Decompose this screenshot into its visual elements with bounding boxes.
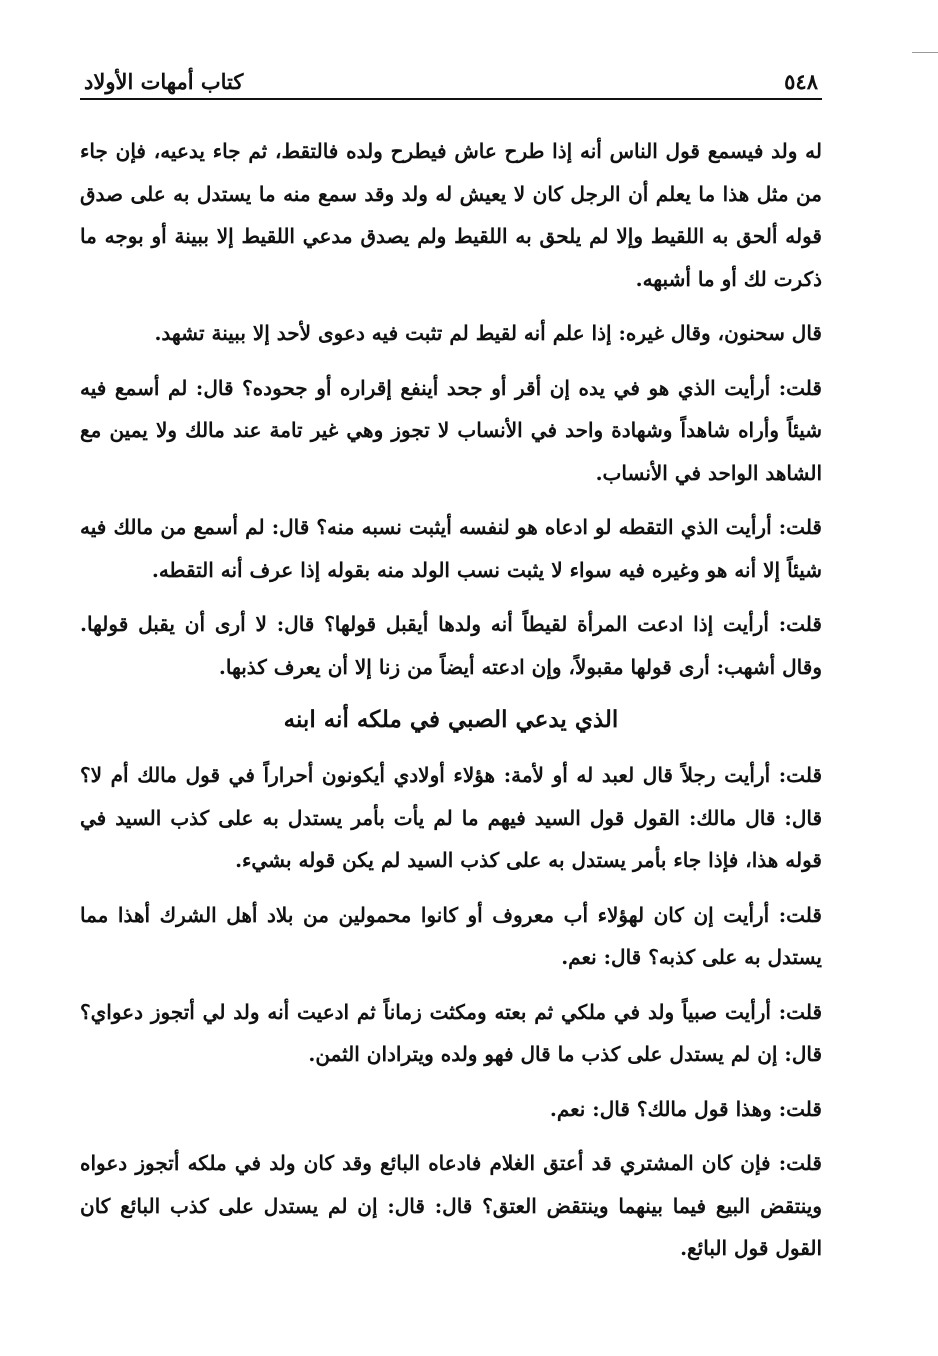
- paragraph: له ولد فيسمع قول الناس أنه إذا طرح عاش فيطرح ولده فالتقط، ثم جاء يدعيه، فإن جاء من مثل هذا ما يعلم أن الرجل كان لا يعيش له ولد وقد سمع منه ما يستدل به على صدق قوله ألحق به اللقيط وإلا لم يلحق به اللقيط ولم يصدق مدعي اللقيط إلا ببينة أو بوجه ما ذكرت لك أو ما أشبهه.: [80, 139, 822, 291]
- paragraph: قلت: أرأيت الذي هو في يده إن أقر أو جحد أينفع إقراره أو جحوده؟ قال: لم أسمع فيه شيئاً وأراه شاهداً وشهادة واحد في الأنساب لا تجوز وهي غير تامة عند مالك ولا يمين مع الشاهد الواحد في الأنساب.: [80, 375, 822, 485]
- paragraph: قلت: وهذا قول مالك؟ قال: نعم.: [549, 1096, 822, 1121]
- paragraph: قلت: أرأيت إن كان لهؤلاء أب معروف أو كانوا محمولين من بلاد أهل الشرك أهذا مما يستدل به على كذبه؟ قال: نعم.: [80, 902, 822, 969]
- paragraph: قال سحنون، وقال غيره: إذا علم أنه لقيط لم تثبت فيه دعوى لأحد إلا ببينة تشهد.: [154, 321, 822, 345]
- page-number: ٥٤٨: [784, 69, 818, 94]
- book-title: كتاب أمهات الأولاد: [84, 69, 244, 94]
- page-corner-mark: [912, 52, 938, 53]
- paragraph: قلت: أرأيت إذا ادعت المرأة لقيطاً أنه ولدها أيقبل قولها؟ قال: لا أرى أن يقبل قولها. وقال أشهب: أرى قولها مقبولاً، وإن ادعته أيضاً من زنا إلا أن يعرف كذبها.: [80, 612, 822, 679]
- paragraph: قلت: فإن كان المشتري قد أعتق الغلام فادعاه البائع وقد كان ولد في ملكه أتجوز دعواه وينتقض البيع فيما بينهما وينتقض العتق؟ قال: قال: إن لم يستدل على كذب البائع كان القول قول البائع.: [80, 1151, 822, 1260]
- book-page: [80, 60, 822, 1340]
- section-title: الذي يدعي الصبي في ملكه أنه ابنه: [283, 706, 619, 733]
- page-body: [80, 100, 822, 1270]
- paragraph: قلت: أرأيت رجلاً قال لعبد له أو لأمة: هؤلاء أولادي أيكونون أحراراً في قول مالك أم لا؟ قال: قال مالك: القول قول السيد فيهم ما لم يأت بأمر يستدل به على كذب السيد في قوله هذا، فإذا جاء بأمر يستدل به على كذب السيد لم يكن قوله بشيء.: [80, 763, 822, 872]
- paragraph: قلت: أرأيت الذي التقطه لو ادعاه هو لنفسه أيثبت نسبه منه؟ قال: لم أسمع من مالك فيه شيئاً إلا أنه هو وغيره فيه سواء لا يثبت نسب الولد منه بقوله إذا عرف أنه التقطه.: [80, 515, 822, 582]
- running-header: [80, 60, 822, 100]
- paragraph: قلت: أرأيت صبياً ولد في ملكي ثم بعته ومكثت زماناً ثم ادعيت أنه ولد لي أتجوز دعواي؟ قال: إن لم يستدل على كذب ما قال فهو ولده ويترادان الثمن.: [80, 999, 822, 1066]
